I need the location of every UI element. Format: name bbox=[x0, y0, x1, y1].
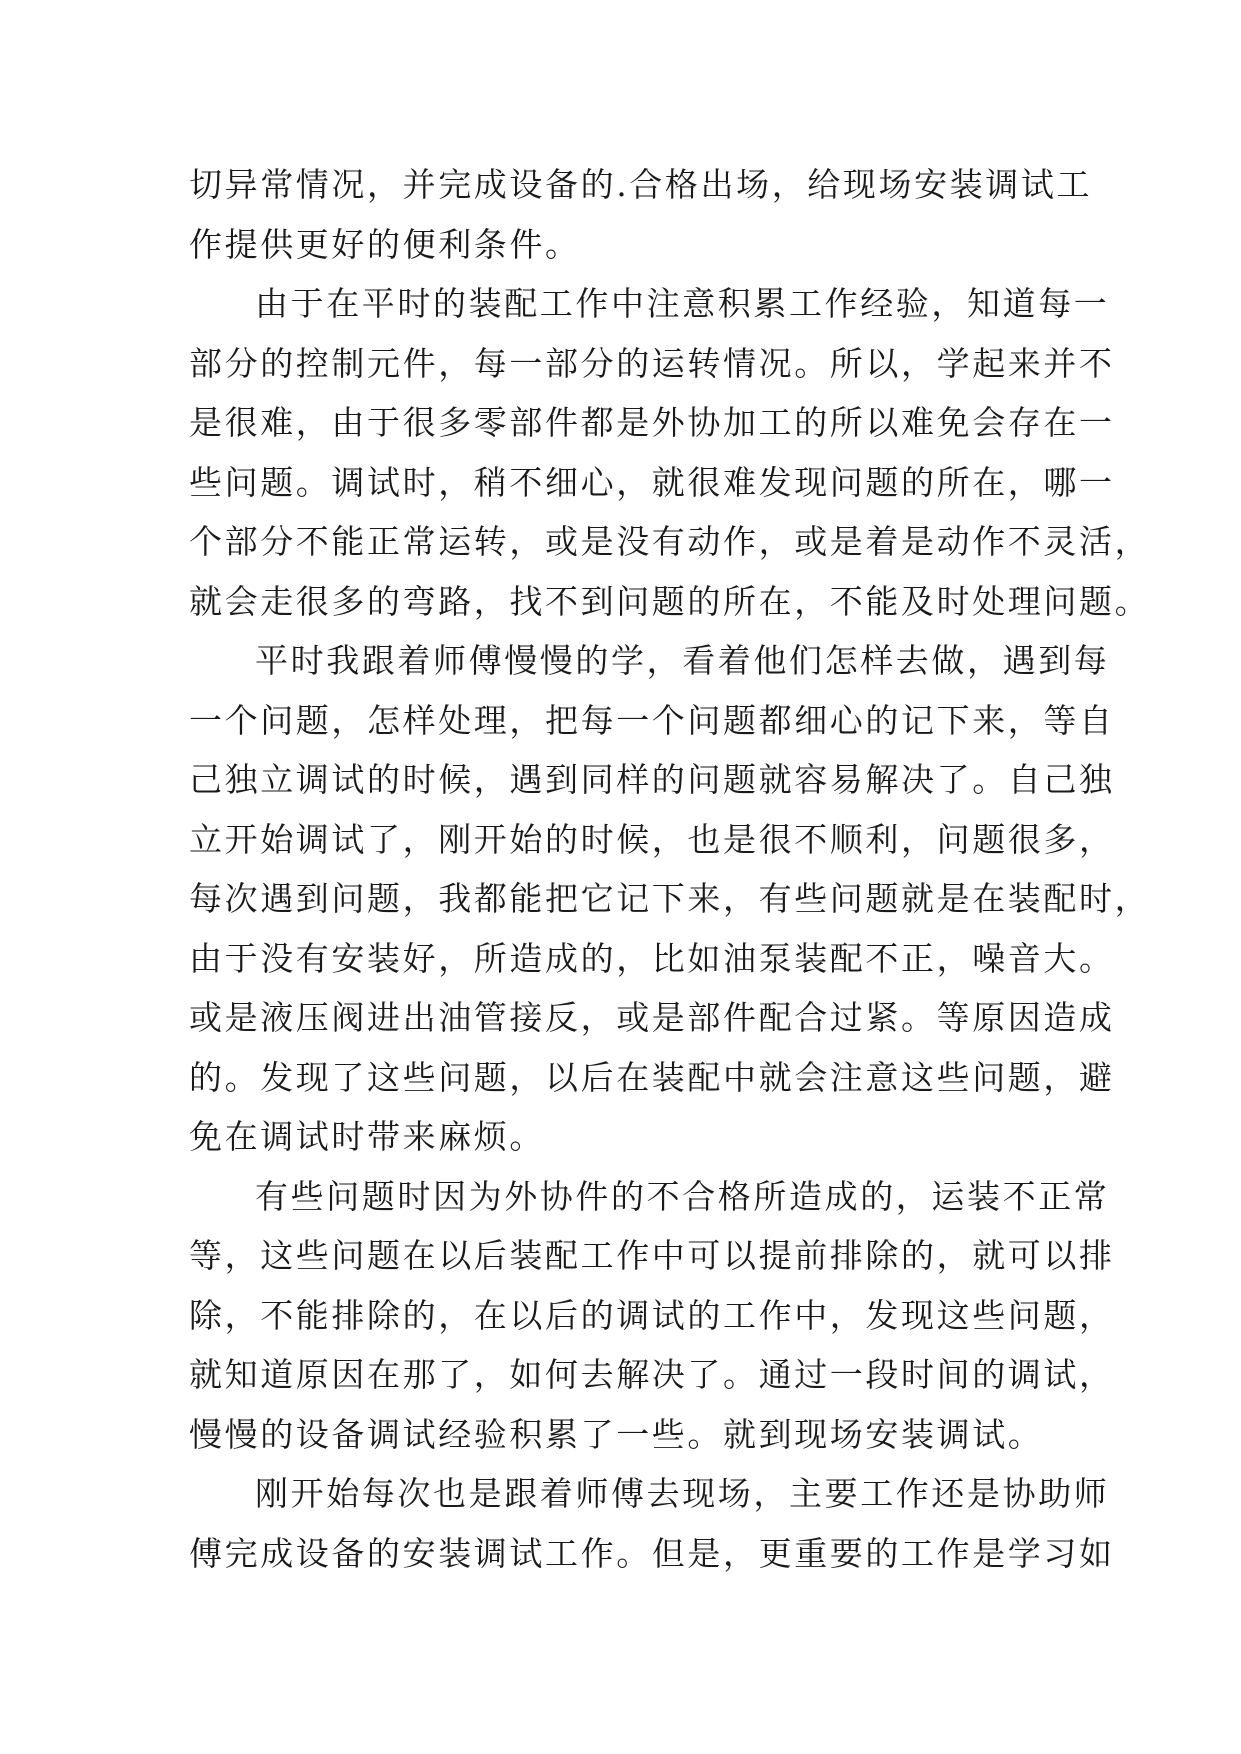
text-line: 己独立调试的时候，遇到同样的问题就容易解决了。自己独 bbox=[189, 760, 1115, 799]
text-line: 就会走很多的弯路，找不到问题的所在，不能及时处理问题。 bbox=[189, 581, 1151, 621]
text-line: 除，不能排除的，在以后的调试的工作中，发现这些问题， bbox=[189, 1295, 1115, 1335]
text-line: 每次遇到问题，我都能把它记下来，有些问题就是在装配时， bbox=[189, 879, 1151, 918]
paragraph-first-line: 有些问题时因为外协件的不合格所造成的，运装不正常 bbox=[255, 1176, 1110, 1216]
text-line: 免在调试时带来麻烦。 bbox=[189, 1117, 545, 1156]
body-text bbox=[189, 155, 1151, 1583]
text-line: 慢慢的设备调试经验积累了一些。就到现场安装调试。 bbox=[189, 1414, 1044, 1454]
paragraph-first-line: 刚开始每次也是跟着师傅去现场，主要工作还是协助师 bbox=[255, 1474, 1110, 1513]
paragraph-first-line: 平时我跟着师傅慢慢的学，看着他们怎样去做，遇到每 bbox=[255, 641, 1110, 680]
text-line: 立开始调试了，刚开始的时候，也是很不顺利，问题很多， bbox=[189, 819, 1115, 859]
text-line: 就知道原因在那了，如何去解决了。通过一段时间的调试， bbox=[189, 1355, 1115, 1394]
text-line: 部分的控制元件，每一部分的运转情况。所以，学起来并不 bbox=[189, 343, 1115, 383]
text-line: 一个问题，怎样处理，把每一个问题都细心的记下来，等自 bbox=[189, 700, 1115, 740]
text-line: 由于没有安装好，所造成的，比如油泵装配不正，噪音大。 bbox=[189, 938, 1115, 978]
text-line: 的。发现了这些问题，以后在装配中就会注意这些问题，避 bbox=[189, 1057, 1115, 1097]
text-line: 个部分不能正常运转，或是没有动作，或是着是动作不灵活， bbox=[189, 522, 1151, 561]
text-line: 是很难，由于很多零部件都是外协加工的所以难免会存在一 bbox=[189, 403, 1115, 442]
text-line: 切异常情况，并完成设备的.合格出场，给现场安装调试工 bbox=[189, 165, 1093, 204]
text-line: 作提供更好的便利条件。 bbox=[189, 224, 581, 264]
text-line: 傅完成设备的安装调试工作。但是，更重要的工作是学习如 bbox=[189, 1533, 1115, 1573]
paragraph-first-line: 由于在平时的装配工作中注意积累工作经验，知道每一 bbox=[255, 284, 1110, 323]
text-line: 或是液压阀进出油管接反，或是部件配合过紧。等原因造成 bbox=[189, 998, 1115, 1037]
text-line: 些问题。调试时，稍不细心，就很难发现问题的所在，哪一 bbox=[189, 462, 1115, 502]
text-line: 等，这些问题在以后装配工作中可以提前排除的，就可以排 bbox=[189, 1236, 1115, 1275]
